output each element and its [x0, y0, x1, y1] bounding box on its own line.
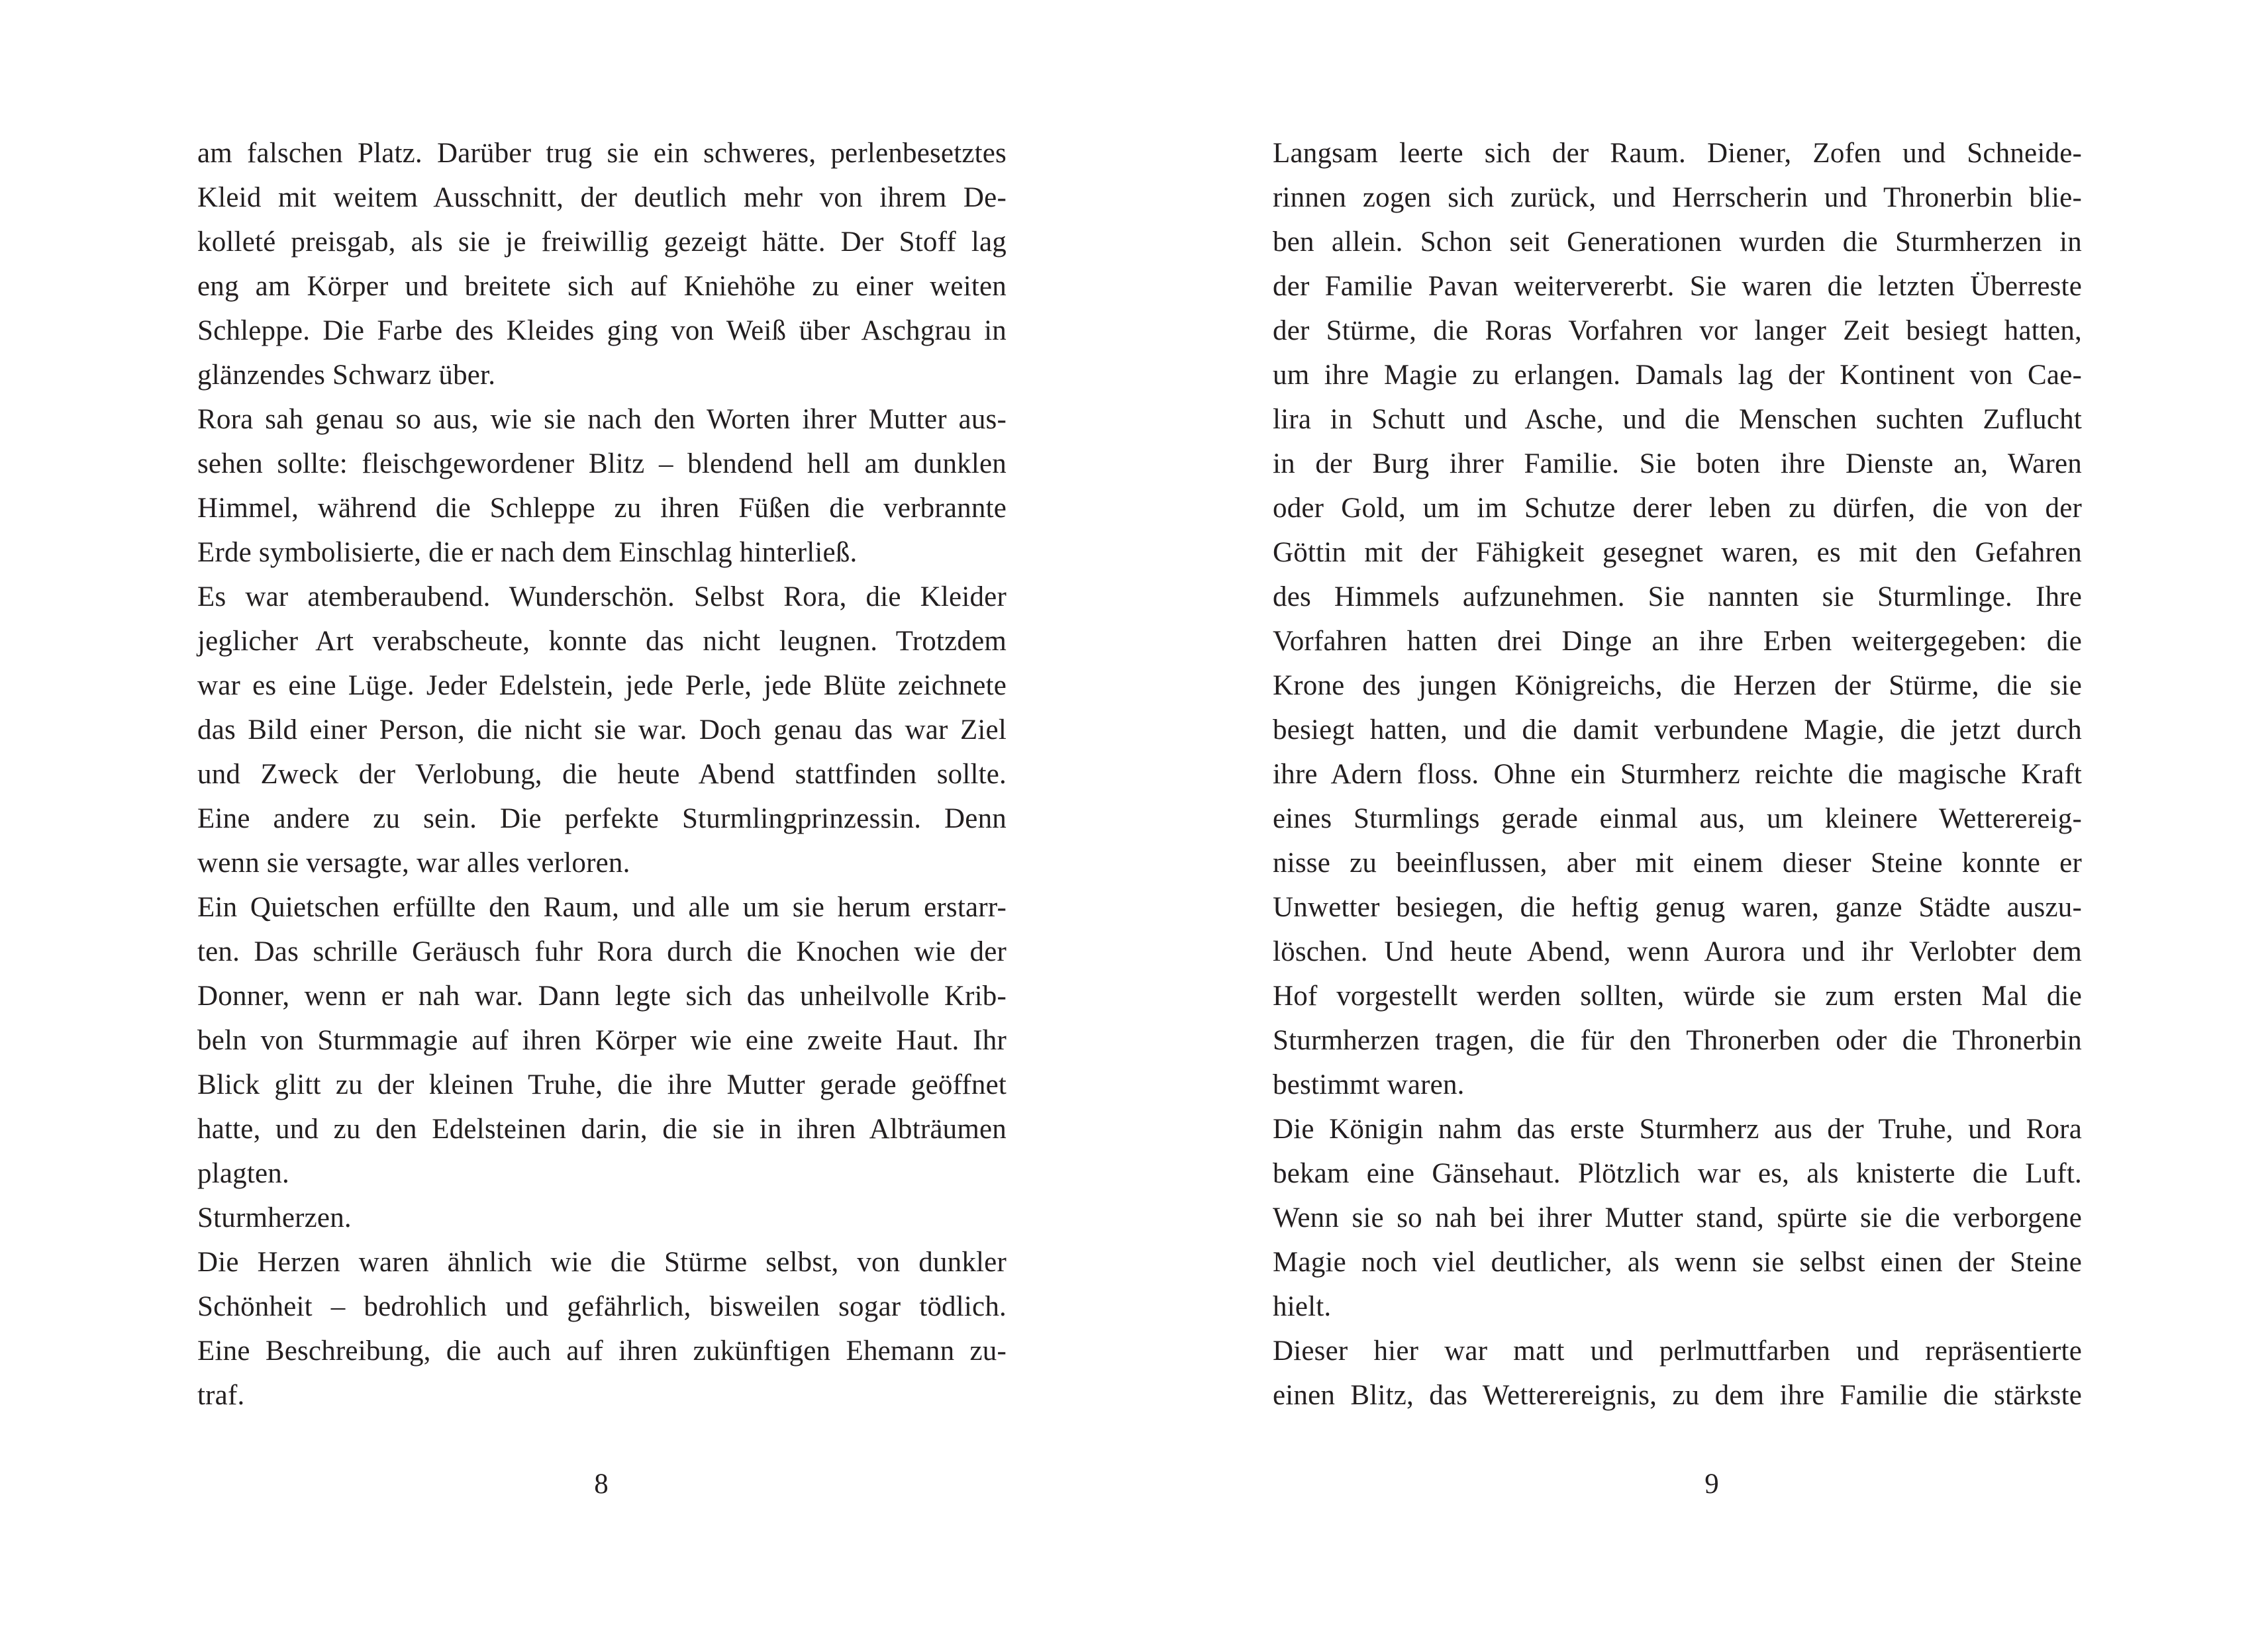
text-line: Es war atemberaubend. Wunderschön. Selbst Rora, die Kleider — [197, 581, 1007, 612]
text-line: kolleté preisgab, als sie je freiwillig gezeigt hätte. Der Stoff lag — [197, 226, 1007, 258]
text-line: Dieser hier war matt und perlmuttfarben und repräsentierte — [1273, 1335, 2082, 1367]
text-line: Die Herzen waren ähnlich wie die Stürme selbst, von dunkler — [197, 1247, 1007, 1278]
text-line: in der Burg ihrer Familie. Sie boten ihre Dienste an, Waren — [1273, 448, 2082, 479]
text-line: der Familie Pavan weitervererbt. Sie waren die letzten Überreste — [1273, 271, 2082, 302]
text-line: das Bild einer Person, die nicht sie war. Doch genau das war Ziel — [197, 714, 1007, 746]
text-line: jeglicher Art verabscheute, konnte das nicht leugnen. Trotzdem — [197, 626, 1007, 657]
text-line: Donner, wenn er nah war. Dann legte sich das unheilvolle Krib- — [197, 981, 1007, 1012]
text-line: Himmel, während die Schleppe zu ihren Füßen die verbrannte — [197, 493, 1007, 524]
text-line: Wenn sie so nah bei ihrer Mutter stand, spürte sie die verborgene — [1273, 1202, 2082, 1233]
text-line: rinnen zogen sich zurück, und Herrscherin und Thronerbin blie- — [1273, 182, 2082, 213]
text-line: traf. — [197, 1380, 245, 1411]
text-line: Eine Beschreibung, die auch auf ihren zukünftigen Ehemann zu- — [197, 1335, 1007, 1367]
text-line: Kleid mit weitem Ausschnitt, der deutlich mehr von ihrem De- — [197, 182, 1007, 213]
text-line: Ein Quietschen erfüllte den Raum, und alle um sie herum erstarr- — [197, 892, 1007, 923]
text-line: oder Gold, um im Schutze derer leben zu dürfen, die von der — [1273, 493, 2082, 524]
page-right — [1134, 0, 2268, 1642]
text-line: Eine andere zu sein. Die perfekte Sturmlingprinzessin. Denn — [197, 803, 1007, 834]
text-line: ben allein. Schon seit Generationen wurden die Sturmherzen in — [1273, 226, 2082, 258]
text-line: des Himmels aufzunehmen. Sie nannten sie Sturmlinge. Ihre — [1273, 581, 2082, 612]
text-line: Schönheit – bedrohlich und gefährlich, bisweilen sogar tödlich. — [197, 1291, 1007, 1322]
text-line: Langsam leerte sich der Raum. Diener, Zofen und Schneide- — [1273, 138, 2082, 169]
text-line: eines Sturmlings gerade einmal aus, um kleinere Wetterereig- — [1273, 803, 2082, 834]
text-line: glänzendes Schwarz über. — [197, 360, 496, 391]
text-line: beln von Sturmmagie auf ihren Körper wie eine zweite Haut. Ihr — [197, 1025, 1007, 1056]
text-line: Rora sah genau so aus, wie sie nach den Worten ihrer Mutter aus- — [197, 404, 1007, 435]
text-line: hatte, und zu den Edelsteinen darin, die sie in ihren Albträumen — [197, 1114, 1007, 1145]
text-line: Blick glitt zu der kleinen Truhe, die ihre Mutter gerade geöffnet — [197, 1069, 1007, 1100]
text-line: bestimmt waren. — [1273, 1069, 1465, 1100]
text-line: Hof vorgestellt werden sollten, würde sie zum ersten Mal die — [1273, 981, 2082, 1012]
page-text — [1273, 131, 2082, 1418]
text-line: Unwetter besiegen, die heftig genug waren, ganze Städte auszu- — [1273, 892, 2082, 923]
page-number: 9 — [1704, 1469, 1719, 1500]
text-line: bekam eine Gänsehaut. Plötzlich war es, als knisterte die Luft. — [1273, 1158, 2082, 1189]
text-line: der Stürme, die Roras Vorfahren vor langer Zeit besiegt hatten, — [1273, 315, 2082, 346]
text-line: Magie noch viel deutlicher, als wenn sie selbst einen der Steine — [1273, 1247, 2082, 1278]
text-line: wenn sie versagte, war alles verloren. — [197, 847, 630, 879]
text-line: lira in Schutt und Asche, und die Menschen suchten Zuflucht — [1273, 404, 2082, 435]
text-line: sehen sollte: fleischgewordener Blitz – blendend hell am dunklen — [197, 448, 1007, 479]
text-line: Vorfahren hatten drei Dinge an ihre Erben weitergegeben: die — [1273, 626, 2082, 657]
page-text — [197, 131, 1007, 1418]
text-line: ihre Adern floss. Ohne ein Sturmherz reichte die magische Kraft — [1273, 759, 2082, 790]
text-line: nisse zu beeinflussen, aber mit einem dieser Steine konnte er — [1273, 847, 2082, 879]
text-line: am falschen Platz. Darüber trug sie ein schweres, perlenbesetztes — [197, 138, 1007, 169]
text-line: Krone des jungen Königreichs, die Herzen der Stürme, die sie — [1273, 670, 2082, 701]
text-line: einen Blitz, das Wetterereignis, zu dem ihre Familie die stärkste — [1273, 1380, 2082, 1411]
text-line: um ihre Magie zu erlangen. Damals lag der Kontinent von Cae- — [1273, 360, 2082, 391]
text-line: besiegt hatten, und die damit verbundene Magie, die jetzt durch — [1273, 714, 2082, 746]
text-line: und Zweck der Verlobung, die heute Abend stattfinden sollte. — [197, 759, 1007, 790]
text-line: Göttin mit der Fähigkeit gesegnet waren, es mit den Gefahren — [1273, 537, 2082, 568]
text-line: eng am Körper und breitete sich auf Kniehöhe zu einer weiten — [197, 271, 1007, 302]
page-number: 8 — [594, 1469, 609, 1500]
text-line: plagten. — [197, 1158, 289, 1189]
text-line: löschen. Und heute Abend, wenn Aurora und ihr Verlobter dem — [1273, 936, 2082, 967]
text-line: Erde symbolisierte, die er nach dem Einschlag hinterließ. — [197, 537, 858, 568]
text-line: Sturmherzen. — [197, 1202, 352, 1233]
text-line: Schleppe. Die Farbe des Kleides ging von Weiß über Aschgrau in — [197, 315, 1007, 346]
text-line: hielt. — [1273, 1291, 1332, 1322]
text-line: Die Königin nahm das erste Sturmherz aus der Truhe, und Rora — [1273, 1114, 2082, 1145]
text-line: Sturmherzen tragen, die für den Thronerben oder die Thronerbin — [1273, 1025, 2082, 1056]
text-line: ten. Das schrille Geräusch fuhr Rora durch die Knochen wie der — [197, 936, 1007, 967]
text-line: war es eine Lüge. Jeder Edelstein, jede Perle, jede Blüte zeichnete — [197, 670, 1007, 701]
